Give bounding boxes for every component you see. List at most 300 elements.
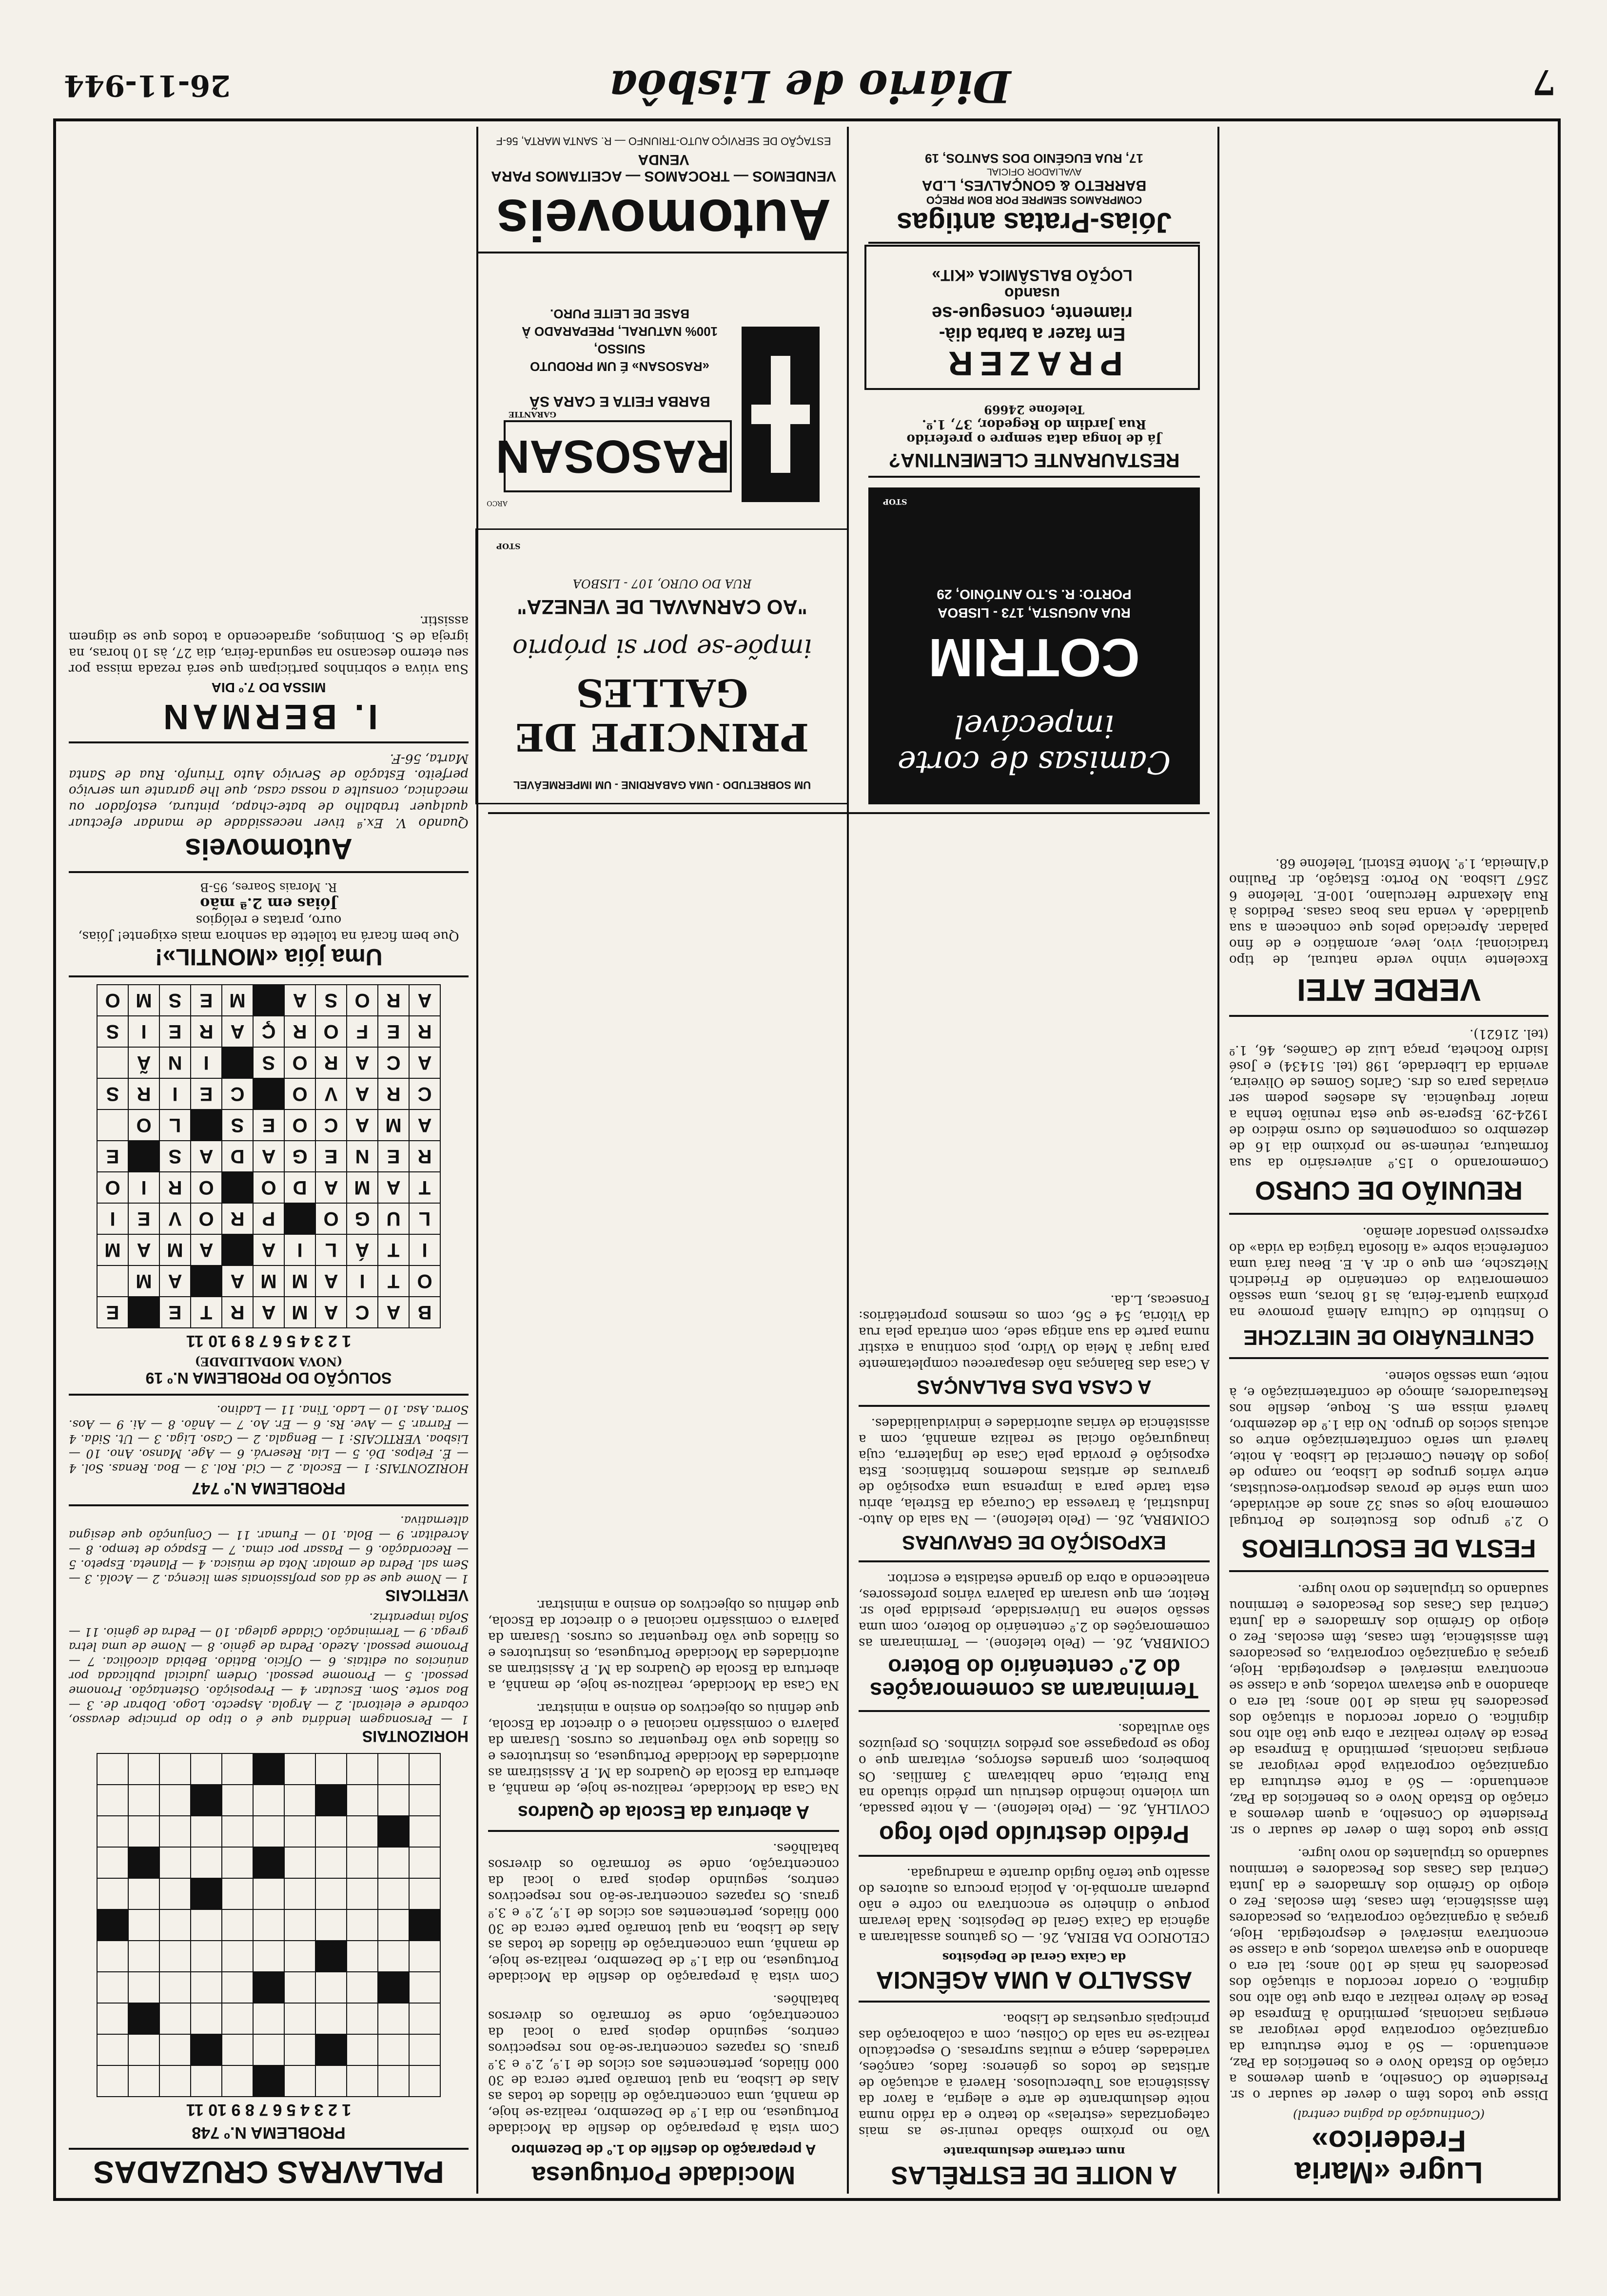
crossword-cell[interactable] — [409, 1972, 440, 2003]
solution-cell: S — [253, 1047, 284, 1078]
solution-cell: A — [347, 1078, 378, 1109]
solution-cell: N — [159, 1047, 191, 1078]
solution-cell: O — [284, 1109, 315, 1141]
ad-cotrim-tag: STOP — [883, 497, 907, 506]
solution-cell: I — [191, 1047, 222, 1078]
headline-exposicao: EXPOSIÇÃO DE GRAVURAS — [902, 1531, 1166, 1553]
crossword-cell[interactable] — [347, 2065, 378, 2097]
solution-cell: O — [97, 1172, 128, 1203]
solution-cell: R — [159, 1172, 191, 1203]
crossword-cell[interactable] — [128, 1878, 159, 1909]
crossword-cell[interactable] — [253, 1753, 284, 1785]
crossword-cell[interactable] — [409, 1753, 440, 1785]
solution-cell: A — [128, 1234, 159, 1265]
solution-cell: L — [409, 1203, 440, 1234]
solution-cell: I — [128, 1172, 159, 1203]
solution-cell: A — [378, 1297, 409, 1328]
solution-cell: S — [159, 985, 191, 1016]
crossword-cell[interactable] — [315, 1941, 347, 1972]
ad-joias-line4: 17, RUA EUGÉNIO DOS SANTOS, 19 — [925, 151, 1143, 166]
headline-predio: Prédio destruído pelo fogo — [879, 1820, 1190, 1848]
crossword-cell[interactable] — [128, 1941, 159, 1972]
ad-joias-title: Jóias-Pratas antigas — [896, 207, 1172, 238]
crossword-cell[interactable] — [97, 1785, 128, 1816]
rule — [69, 975, 469, 977]
ad-rasosan-line: 100% NATURAL, PREPARADO À — [521, 324, 718, 339]
crossword-cell[interactable] — [222, 1785, 253, 1816]
verticais-clues: 1 — Nome que se dá aos profissionais sem licença. 2 — Acolá. 3 — Sem sal. Pedra de amolar. Nota de música. 4 — Planeta. Espeto. 5 — Recordação. 6 — Passar por cima. 7 — Espaço de tempo. 8 — Acreditar. 9 — Bola. 10 — Fumar. 11 — Conjunção que designa alternativa. — [69, 1513, 469, 1586]
solution-cell: P — [253, 1203, 284, 1234]
crossword-cell[interactable] — [128, 2003, 159, 2034]
solution-cell: G — [284, 1141, 315, 1172]
crossword-cell[interactable] — [409, 1785, 440, 1816]
crossword-cell[interactable] — [409, 2034, 440, 2065]
crossword-cell[interactable] — [97, 1909, 128, 1941]
ad-galles-top: UM SOBRETUDO - UMA GABARDINE - UM IMPERMEÁVEL — [513, 779, 811, 791]
crossword-cell[interactable] — [191, 2003, 222, 2034]
crossword-cell[interactable] — [253, 1909, 284, 1941]
solution-cell: A — [409, 1109, 440, 1141]
crossword-cell[interactable] — [222, 1972, 253, 2003]
solution-cell: A — [222, 1265, 253, 1297]
crossword-cell[interactable] — [222, 2065, 253, 2097]
solution-cell — [284, 1203, 315, 1234]
crossword-cell[interactable] — [284, 1753, 315, 1785]
ad-prazer — [864, 245, 1200, 390]
rule — [69, 1394, 469, 1396]
solution-cell: O — [191, 1203, 222, 1234]
crossword-cell[interactable] — [253, 1941, 284, 1972]
crossword-cell[interactable] — [315, 1753, 347, 1785]
crossword-cell[interactable] — [284, 1972, 315, 2003]
masthead — [59, 49, 1561, 117]
solution-cell: E — [315, 1141, 347, 1172]
crossword-cell[interactable] — [378, 1785, 409, 1816]
ad-montil-sub: Jóias em 2.ª mão — [200, 895, 337, 912]
rule — [1229, 1570, 1548, 1572]
crossword-cell[interactable] — [159, 2034, 191, 2065]
crossword-cell[interactable] — [222, 1753, 253, 1785]
verticais-title: VERTICAIS — [385, 1586, 469, 1604]
article-lugre-cont: Disse que todos têm o dever de saudar o sr. Presidente do Conselho, a quem devemos a criação do Estado Novo e os benefícios da Paz, acentuando: — Só a forte estrutura da organização corporativa pôde revigorar as energias nacionais, permitindo à Empresa de Pesca de Aveiro realizar a obra que tão alto nos dignifica. O orador recordou a situação dos pescadores há mais de 100 anos; tal era o abandono a que estavam votados, que a classe se encontrava miserável e desprotegida. Hoje, graças à organização corporativa, os pescadores têm assistência, têm casas, têm escolas. Fez o elogio do Grémio dos Armadores e da Junta Central das Casas dos Pescadores e terminou saudando os tripulantes do novo lugre. — [1229, 1581, 1548, 1838]
ad-rest-title: RESTAURANTE CLEMENTINA? — [888, 449, 1180, 471]
crossword-cell[interactable] — [284, 1785, 315, 1816]
crossword-cell[interactable] — [378, 1909, 409, 1941]
rule — [1229, 1015, 1548, 1017]
crossword-cell[interactable] — [97, 1816, 128, 1847]
solution-cell: T — [378, 1234, 409, 1265]
solution-cell: F — [347, 1016, 378, 1047]
crossword-cell[interactable] — [347, 1972, 378, 2003]
ad-cotrim-name: COTRIM — [928, 627, 1140, 687]
crossword-cell[interactable] — [378, 1878, 409, 1909]
ad-auto-title: Automoveis — [496, 187, 831, 253]
solution-cell: E — [159, 1016, 191, 1047]
solution-cell: O — [284, 1047, 315, 1078]
solution-cell: C — [222, 1078, 253, 1109]
crossword-cell[interactable] — [409, 1847, 440, 1878]
crossword-cell[interactable] — [159, 1941, 191, 1972]
crossword-cell[interactable] — [191, 1753, 222, 1785]
crossword-cell[interactable] — [284, 2065, 315, 2097]
solution-cell: A — [315, 1172, 347, 1203]
horizontais-clues: 1 — Personagem lendária que é o tipo do príncipe devasso, cobarde e eleitoral. 2 — Argola. Aspecto. Logo. Dobrar de. 3 — Boa sorte. Som. Escutar. 4 — Preposição. Ostentação. Pronome pessoal. 5 — Pronome pessoal. Ordem judicial publicada por anúncios ou editais. 6 — Ofício. Batido. Bebida alcoólica. 7 — Pronome pessoal. Azedo. Pedra de gênio. 8 — Nome de uma letra grega. 9 — Terminação. Cidade galega. 10 — Pedra de gênio. 11 — Sofia imperatriz. — [69, 1610, 469, 1727]
solution-cell: M — [284, 1297, 315, 1328]
ad-prazer-line1: Em fazer a barba dià- — [939, 324, 1126, 344]
solution-cell: A — [159, 1265, 191, 1297]
crossword-cell[interactable] — [378, 1753, 409, 1785]
crossword-cell[interactable] — [253, 1972, 284, 2003]
ad-joias-line3: AVALIADOR OFICIAL — [986, 166, 1082, 177]
crossword-cell[interactable] — [159, 1816, 191, 1847]
solution-cell: B — [409, 1297, 440, 1328]
article-terminaram: COIMBRA, 26. — (Pelo telefone). — Terminaram as comemorações do 2.º centenário do Botero, com uma sessão solene na Universidade, presidida pelo sr. Reitor, em que usaram da palavra vários professores, enaltecendo a obra do grande estadista e escritor. — [859, 1571, 1210, 1650]
crossword-cell[interactable] — [284, 1847, 315, 1878]
crossword-cell[interactable] — [159, 1878, 191, 1909]
crossword-cell[interactable] — [128, 1847, 159, 1878]
solution-cell: R — [315, 1047, 347, 1078]
headline-balancas: A CASA DAS BALANÇAS — [917, 1376, 1152, 1398]
solution-cell: R — [128, 1078, 159, 1109]
crossword-cell[interactable] — [378, 1972, 409, 2003]
crossword-cell[interactable] — [378, 2065, 409, 2097]
obituary-title: MISSA DO 7.º DIA — [211, 680, 326, 695]
solution-cell: R — [378, 1078, 409, 1109]
solution-cell: D — [222, 1141, 253, 1172]
subhead-mocidade: A preparação do desfile do 1.º de Dezembro — [511, 2141, 816, 2158]
rule — [859, 1560, 1210, 1562]
solution-cell: R — [378, 985, 409, 1016]
crossword-cell[interactable] — [409, 1941, 440, 1972]
column-divider — [1217, 127, 1219, 2194]
solution-cell — [222, 1234, 253, 1265]
crossword-cell[interactable] — [191, 1941, 222, 1972]
crossword-cell[interactable] — [253, 2065, 284, 2097]
rule — [488, 812, 1210, 814]
solution-cell: C — [378, 1047, 409, 1078]
ad-rest-line2: Rua Jardim do Regedor, 37, 1.º. — [921, 417, 1147, 431]
crossword-cell[interactable] — [378, 1941, 409, 1972]
crossword-cell[interactable] — [284, 1816, 315, 1847]
ad-prazer-line3: usando — [1004, 285, 1060, 302]
solution-cell — [128, 1297, 159, 1328]
solution-cell: O — [97, 985, 128, 1016]
crossword-cell[interactable] — [253, 2003, 284, 2034]
crossword-cell[interactable] — [315, 1972, 347, 2003]
crossword-cell[interactable] — [409, 2003, 440, 2034]
solution-cell: A — [315, 1297, 347, 1328]
ad-auto-line1: VENDEMOS — TROCAMOS — ACEITAMOS PARA VENDA — [491, 152, 836, 184]
article-lugre: Disse que todos têm o dever de saudar o sr. Presidente do Conselho, a quem devemos a criação do Estado Novo e os benefícios da Paz, acentuando: — Só a forte estrutura da organização corporativa pôde revigorar as energias nacionais, permitindo à Empresa de Pesca de Aveiro realizar a obra que tão alto nos dignifica. O orador recordou a situação dos pescadores há mais de 100 anos; tal era o abandono a que estavam votados, que a classe se encontrava miserável e desprotegida. Hoje, graças à organização corporativa, os pescadores têm assistência, têm casas, têm escolas. Fez o elogio do Grémio dos Armadores e da Junta Central das Casas dos Pescadores e terminou saudando os tripulantes do novo lugre. — [1229, 1846, 1548, 2102]
ad-galles-name: PRINCIPE DE GALLES — [515, 670, 809, 759]
crossword-cell[interactable] — [315, 1909, 347, 1941]
ad-montil-addr: R. Morais Soares, 95-B — [200, 880, 337, 895]
crossword-cell[interactable] — [222, 2003, 253, 2034]
solution-cell: L — [315, 1234, 347, 1265]
rule — [69, 871, 469, 873]
crossword-cell[interactable] — [191, 1909, 222, 1941]
solution-cell: A — [191, 1141, 222, 1172]
crossword-cell[interactable] — [191, 1816, 222, 1847]
crossword-cell[interactable] — [97, 1847, 128, 1878]
crossword-cell[interactable] — [315, 1785, 347, 1816]
headline-reuniao: REUNIÃO DE CURSO — [1254, 1176, 1523, 1206]
crossword-cell[interactable] — [159, 1909, 191, 1941]
solution-cell: A — [315, 1265, 347, 1297]
ad-rest-line1: Já de longa data sempre o preferido — [906, 431, 1162, 446]
crossword-cell[interactable] — [191, 1847, 222, 1878]
column-2 — [859, 817, 1210, 2191]
crossword-cell[interactable] — [128, 1753, 159, 1785]
crossword-cell[interactable] — [128, 1816, 159, 1847]
ad-rasosan — [478, 263, 849, 522]
ad-prazer-title: PRAZER — [941, 345, 1123, 383]
ad-rasosan-garantie: GARANTIE — [509, 410, 556, 419]
subhead-lugre: (Continuação da página central) — [1293, 2107, 1485, 2121]
crossword-cell[interactable] — [284, 1941, 315, 1972]
article-verde: Excelente vinho verde natural, de tipo tradicional; vivo, leve, aromático e de fino paladar. Apreciado pelos que conhecem a sua qualidade. À venda nas boas casas. Pedidos à Rua Alexandre Herculano, 100-E. Telefone 6 2567 Lisboa. No Porto: Estação, dr. Paulino d'Almeida, 1.º. Monte Estoril, Telefone 68. — [1229, 856, 1548, 968]
solution-cell — [97, 1047, 128, 1078]
crossword-cell[interactable] — [315, 2034, 347, 2065]
crossword-cell[interactable] — [128, 1972, 159, 2003]
article-abertura: Na Casa da Mocidade, realizou-se hoje, de manhã, a abertura da Escola de Quadros da M. P. Assistiram as autoridades da Mocidade Portuguesa, os instrutores e os filiados que vão frequentar os cursos. Usaram da palavra o comissário nacional e o director da Escola, que definiu os objectivos do ensino a ministrar. — [488, 1701, 839, 1796]
crossword-cell[interactable] — [222, 1847, 253, 1878]
subhead-noite: num certame deslumbrante — [943, 2144, 1125, 2159]
solution-cell: A — [409, 985, 440, 1016]
ad-galles-script: impõe-se por si próprio — [512, 633, 812, 662]
solution-cell: I — [128, 1016, 159, 1047]
solution-cell: O — [253, 1172, 284, 1203]
ad-joias — [868, 127, 1200, 244]
crossword-cell[interactable] — [191, 1878, 222, 1909]
crossword-cell[interactable] — [253, 2034, 284, 2065]
crossword-cell[interactable] — [191, 1785, 222, 1816]
solution-cell: S — [222, 1109, 253, 1141]
solution-cell: A — [378, 1172, 409, 1203]
crossword-cell[interactable] — [191, 2034, 222, 2065]
solution-cell: S — [159, 1141, 191, 1172]
ad-rasosan-arco: ARCO — [487, 499, 508, 507]
crossword-cell[interactable] — [97, 1972, 128, 2003]
rule — [1229, 1357, 1548, 1359]
crossword-cell[interactable] — [97, 2034, 128, 2065]
crossword-cell[interactable] — [347, 1847, 378, 1878]
article-predio: COVILHÃ, 26. — (Pelo telefone). — A noite passada, um violento incêndio destruiu um prédio situado na Rua Direita, onde habitavam 3 famílias. Os bombeiros, com grandes esforços, evitaram que o fogo se propagasse aos prédios vizinhos. Os prejuízos são avultados. — [859, 1721, 1210, 1816]
rule — [69, 1504, 469, 1506]
crossword-cell[interactable] — [347, 2034, 378, 2065]
solution-cell: M — [222, 985, 253, 1016]
crossword-cell[interactable] — [253, 1785, 284, 1816]
ad-galles-sub: "AO CARNAVAL DE VENEZA" — [517, 596, 807, 619]
crossword-cell[interactable] — [315, 2003, 347, 2034]
article-mocidade-cont: Com vista à preparação do desfile da Mocidade Portuguesa, no dia 1.º de Dezembro, realiza-se hoje, de manhã, uma concentração de filiados de todas as Alas de Lisboa, na qual tomarão parte cerca de 30 000 filiados, pertencentes aos ciclos de 1.º, 2.º e 3.º graus. Os rapazes concentrar-se-ão nos respectivos centros, seguindo depois para o local da concentração, onde se formarão os diversos batalhões. — [488, 1841, 839, 1985]
crossword-cell[interactable] — [222, 1909, 253, 1941]
solution-cell: M — [128, 1265, 159, 1297]
headline-verde: VERDE ATEI — [1297, 973, 1481, 1008]
crossword-cell[interactable] — [409, 2065, 440, 2097]
column-1 — [1229, 134, 1548, 2191]
solution-cell: R — [191, 1016, 222, 1047]
crossword-cell[interactable] — [253, 1847, 284, 1878]
crossword-cell[interactable] — [159, 1972, 191, 2003]
solution-cell — [253, 1078, 284, 1109]
crossword-cell[interactable] — [222, 2034, 253, 2065]
ad-prazer-line4: LOÇÃO BALSÂMICA «KIT» — [932, 267, 1133, 284]
crossword-cell[interactable] — [128, 2065, 159, 2097]
solution-cell — [222, 1172, 253, 1203]
crossword-cell[interactable] — [378, 2003, 409, 2034]
crossword-cell[interactable] — [284, 2034, 315, 2065]
headline-mocidade: Mocidade Portuguesa — [531, 2161, 796, 2189]
solution-cell: U — [378, 1203, 409, 1234]
rule — [1229, 1213, 1548, 1215]
crossword-cell[interactable] — [159, 2003, 191, 2034]
ad-restaurante-clementina — [868, 393, 1200, 478]
crossword-cell[interactable] — [97, 2065, 128, 2097]
crossword-cell[interactable] — [128, 2034, 159, 2065]
solution-cell: A — [253, 1234, 284, 1265]
issue-date: 26-11-944 — [64, 68, 231, 102]
crossword-cell[interactable] — [159, 2065, 191, 2097]
crossword-cell[interactable] — [347, 1785, 378, 1816]
solution-cell: T — [191, 1297, 222, 1328]
rule — [69, 2148, 469, 2150]
solution-cell — [97, 1109, 128, 1141]
crossword-cell[interactable] — [347, 1878, 378, 1909]
crossword-cell[interactable] — [378, 1847, 409, 1878]
solution-cell: I — [347, 1265, 378, 1297]
crossword-cell[interactable] — [159, 1785, 191, 1816]
crossword-cell[interactable] — [128, 1909, 159, 1941]
crossword-cell[interactable] — [97, 1753, 128, 1785]
crossword-cell[interactable] — [222, 1816, 253, 1847]
solution-cell: V — [159, 1203, 191, 1234]
crossword-cell[interactable] — [222, 1941, 253, 1972]
crossword-cell[interactable] — [191, 1972, 222, 2003]
solution-cell: Á — [347, 1234, 378, 1265]
solution-cell: O — [191, 1172, 222, 1203]
ad-joias-line1: COMPRAMOS SEMPRE POR BOM PREÇO — [926, 194, 1142, 206]
problem-748-columns: 1 2 3 4 5 6 7 8 9 10 11 — [186, 2100, 352, 2119]
solution-cell: M — [378, 1109, 409, 1141]
crossword-cell[interactable] — [159, 1847, 191, 1878]
article-abertura-cont: Na Casa da Mocidade, realizou-se hoje, de manhã, a abertura da Escola de Quadros da M. P. Assistiram as autoridades da Mocidade Portuguesa, os instrutores e os filiados que vão frequentar os cursos. Usaram da palavra o comissário nacional e o director da Escola, que definiu os objectivos do ensino a ministrar. — [488, 1597, 839, 1693]
solution-cell: G — [347, 1203, 378, 1234]
solution-cell: E — [191, 985, 222, 1016]
solution-cell: I — [159, 1078, 191, 1109]
crossword-cell[interactable] — [315, 2065, 347, 2097]
solution-cell: A — [222, 1016, 253, 1047]
solucao-title: SOLUÇÃO DO PROBLEMA N.º 19 — [145, 1369, 392, 1387]
headline-abertura: A abertura da Escola de Quadros — [517, 1802, 810, 1823]
crossword-cell[interactable] — [409, 1878, 440, 1909]
ad-rasosan-line: «RASOSAN» É UM PRODUTO SUISSO, — [530, 342, 709, 374]
crossword-cell[interactable] — [347, 1941, 378, 1972]
ad-prazer-line2: riamente, consegue-se — [932, 303, 1133, 323]
crossword-cell[interactable] — [409, 1816, 440, 1847]
problem-747-solution: HORIZONTAIS: 1 — Escola. 2 — Cid. Rol. 3 — Boa. Renas. Sol. 4 — É. Felpos. Dó. 5 — Lia. Reservá. 6 — Age. Manso. Ano. 10 — Lisboa. VERTICAIS: 1 — Bengala. 2 — Caso. Liga. 3 — Ut. Sida. 4 — Farrar. 5 — Ave. Rs. 6 — Er. Ao. 7 — Anão. 8 — Ai. 9 — Aos. Sorra. Asa. 10 — Lado. Tina. 11 — Ladino. — [69, 1402, 469, 1475]
crossword-cell[interactable] — [284, 1909, 315, 1941]
solution-cell: I — [284, 1234, 315, 1265]
crossword-cell[interactable] — [347, 1816, 378, 1847]
solution-cell — [191, 1109, 222, 1141]
crossword-cell[interactable] — [159, 1753, 191, 1785]
ad-galles-tag: STOP — [496, 542, 521, 551]
solution-cell: A — [347, 1109, 378, 1141]
headline-lugre: Lugre «Maria Frederico» — [1294, 2123, 1483, 2189]
crossword-cell[interactable] — [315, 1878, 347, 1909]
solution-cell: M — [159, 1234, 191, 1265]
ad-cotrim — [868, 487, 1200, 804]
crossword-grid-748[interactable] — [97, 1753, 441, 2097]
solution-cell: E — [159, 1297, 191, 1328]
crossword-cell[interactable] — [409, 1909, 440, 1941]
solution-cell: E — [97, 1141, 128, 1172]
solution-cell: E — [378, 1141, 409, 1172]
ad-rasosan-flag — [742, 327, 820, 502]
obituary-name: I. BERMAN — [159, 697, 378, 737]
problem-747-title: PROBLEMA N.º 747 — [192, 1479, 346, 1498]
article-mocidade: Com vista à preparação do desfile da Mocidade Portuguesa, no dia 1.º de Dezembro, realiza-se hoje, de manhã, uma concentração de filiados de todas as Alas de Lisboa, na qual tomarão parte cerca de 30 000 filiados, pertencentes aos ciclos de 1.º, 2.º e 3.º graus. Os rapazes concentrar-se-ão nos respectivos centros, seguindo depois para o local da concentração, onde se formarão os diversos batalhões. — [488, 1992, 839, 2136]
solucao-columns: 1 2 3 4 5 6 7 8 9 10 11 — [186, 1331, 352, 1350]
solution-cell: S — [97, 1016, 128, 1047]
solution-cell: R — [409, 1141, 440, 1172]
crossword-cell[interactable] — [284, 1878, 315, 1909]
solution-cell: V — [315, 1078, 347, 1109]
crossword-cell[interactable] — [191, 2065, 222, 2097]
crossword-cell[interactable] — [97, 1941, 128, 1972]
crossword-cell[interactable] — [347, 1753, 378, 1785]
rule — [859, 1855, 1210, 1857]
ad-rasosan-brand: RASOSAN — [504, 420, 732, 492]
crossword-cell[interactable] — [378, 2034, 409, 2065]
ad-cotrim-addr2: PORTO: R. S.TO ANTÓNIO, 29 — [937, 587, 1132, 602]
rule — [488, 1830, 839, 1832]
crossword-cell[interactable] — [315, 1847, 347, 1878]
solution-cell: Ã — [128, 1047, 159, 1078]
problem-748-grid-wrap — [69, 1753, 469, 2097]
crossword-cell[interactable] — [347, 1909, 378, 1941]
crossword-cell[interactable] — [315, 1816, 347, 1847]
solution-cell: A — [253, 1141, 284, 1172]
crossword-cell[interactable] — [128, 1785, 159, 1816]
solution-cell: O — [315, 1016, 347, 1047]
ad-galles-addr: RUA DO OURO, 107 - LISBOA — [572, 577, 752, 590]
crossword-cell[interactable] — [97, 1878, 128, 1909]
headline-noite: A NOITE DE ESTRÊLAS — [891, 2161, 1177, 2189]
ad-automoveis-body: Quando V. Ex.ª tiver necessidade de mandar efectuar qualquer trabalho de bate-chapa, pintura, estofador ou mecânica, consulte a nossa casa, que lhe garante um serviço perfeito. Estação de Serviço Auto Triunfo. Rua de Santa Marta, 56-F. — [69, 751, 469, 831]
article-balancas: A Casa das Balanças não desapareceu completamente para lugar à Meia do Vidro, pois continua a existir numa parte da sua antiga sede, com entrada pela rua da Vitória, 54 e 56, com os mesmos proprietários: Fonsecas, L.da. — [859, 1292, 1210, 1371]
solution-cell: C — [315, 1109, 347, 1141]
solution-cell: M — [253, 1265, 284, 1297]
crossword-cell[interactable] — [378, 1816, 409, 1847]
crossword-cell[interactable] — [222, 1878, 253, 1909]
crossword-cell[interactable] — [253, 1816, 284, 1847]
solution-cell: A — [347, 1047, 378, 1078]
crossword-cell[interactable] — [347, 2003, 378, 2034]
newspaper-title: Diário de Lisbôa — [608, 60, 1011, 112]
ad-auto-line2: ESTAÇÃO DE SERVIÇO AUTO-TRIUNFO — R. SANTA MARTA, 56-F — [496, 135, 831, 147]
crossword-cell[interactable] — [97, 2003, 128, 2034]
solution-cell: R — [222, 1297, 253, 1328]
crossword-cell[interactable] — [284, 2003, 315, 2034]
solution-cell: N — [347, 1141, 378, 1172]
solution-cell: S — [97, 1078, 128, 1109]
crossword-cell[interactable] — [253, 1878, 284, 1909]
solution-cell: T — [409, 1172, 440, 1203]
ad-montil-body: Que bem ficará na toilette da senhora mais exigente! Jóias, ouro, pratas e relógios — [78, 913, 459, 944]
solution-cell: M — [347, 1172, 378, 1203]
